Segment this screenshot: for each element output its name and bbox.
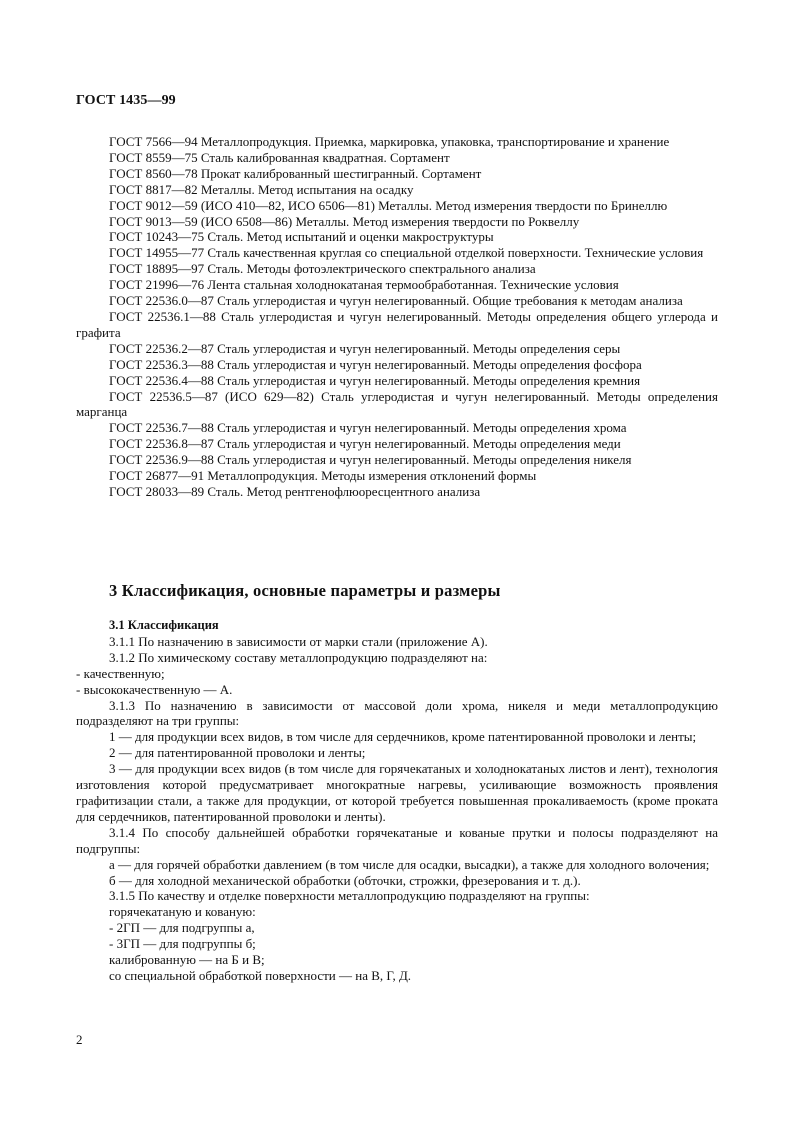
reference-item: ГОСТ 22536.9—88 Сталь углеродистая и чугун нелегированный. Методы определения никеля [109,452,632,468]
section-title: 3 Классификация, основные параметры и размеры [109,581,501,600]
document-header: ГОСТ 1435—99 [76,93,176,108]
list-item: - качественную; [76,665,165,681]
reference-item: ГОСТ 22536.7—88 Сталь углеродистая и чугун нелегированный. Методы определения хрома [109,420,627,436]
reference-item: ГОСТ 9013—59 (ИСО 6508—86) Металлы. Метод измерения твердости по Роквеллу [109,213,580,229]
reference-item: ГОСТ 22536.1—88 Сталь углеродистая и чугун нелегированный. Методы определения общего углерода и графита [76,308,718,340]
list-item: - 3ГП — для подгруппы б; [109,936,256,952]
normative-references-list [76,134,718,500]
subsection-title: 3.1 Классификация [109,618,219,632]
clause-3-1-5: 3.1.5 По качеству и отделке поверхности металлопродукцию подразделяют на группы: [109,888,590,904]
subgroup-b: б — для холодной механической обработки (обточки, строжки, фрезерования и т. д.). [109,872,581,888]
list-item: - высококачественную — А. [76,681,233,697]
group-2: 2 — для патентированной проволоки и ленты; [109,745,366,761]
clause-3-1-3: 3.1.3 По назначению в зависимости от массовой доли хрома, никеля и меди металлопродукцию подразделяют на три группы: [76,697,718,729]
list-item: горячекатаную и кованую: [109,904,256,920]
reference-item: ГОСТ 14955—77 Сталь качественная круглая со специальной отделкой поверхности. Технические условия [109,245,704,261]
reference-item: ГОСТ 7566—94 Металлопродукция. Приемка, маркировка, упаковка, транспортирование и хранение [109,134,670,149]
clause-3-1-1: 3.1.1 По назначению в зависимости от марки стали (приложение А). [109,633,488,649]
list-item: - 2ГП — для подгруппы а, [109,920,255,936]
reference-item: ГОСТ 28033—89 Сталь. Метод рентгенофлюоресцентного анализа [109,483,481,499]
group-3: 3 — для продукции всех видов (в том числе для горячекатаных и холоднокатаных листов и лент), технология изготовления которой предусматривает многократные нагревы, усиливающие возможность проявления графитизации стали, а также для продукции, от которой требуется повышенная прокаливаемость (кроме проката для сердечников, патентированной проволоки и ленты). [76,761,718,824]
reference-item: ГОСТ 8560—78 Прокат калиброванный шестигранный. Сортамент [109,165,482,181]
reference-item: ГОСТ 10243—75 Сталь. Метод испытаний и оценки макроструктуры [109,229,494,245]
reference-item: ГОСТ 22536.8—87 Сталь углеродистая и чугун нелегированный. Методы определения меди [109,436,621,452]
reference-item: ГОСТ 22536.2—87 Сталь углеродистая и чугун нелегированный. Методы определения серы [109,340,621,356]
reference-item: ГОСТ 22536.3—88 Сталь углеродистая и чугун нелегированный. Методы определения фосфора [109,356,642,372]
list-item: калиброванную — на Б и В; [109,952,265,968]
reference-item: ГОСТ 21996—76 Лента стальная холоднокатаная термообработанная. Технические условия [109,277,619,293]
clause-3-1-2: 3.1.2 По химическому составу металлопродукцию подразделяют на: [109,649,488,665]
reference-item: ГОСТ 8817—82 Металлы. Метод испытания на осадку [109,181,414,197]
clause-3-1-4: 3.1.4 По способу дальнейшей обработки горячекатаные и кованые прутки и полосы подразделяют на подгруппы: [76,824,718,856]
reference-item: ГОСТ 22536.5—87 (ИСО 629—82) Сталь углеродистая и чугун нелегированный. Методы определения марганца [76,388,718,420]
group-1: 1 — для продукции всех видов, в том числе для сердечников, кроме патентированной проволоки и ленты; [109,729,697,745]
reference-item: ГОСТ 18895—97 Сталь. Методы фотоэлектрического спектрального анализа [109,261,536,277]
page-number: 2 [76,1032,83,1047]
reference-item: ГОСТ 22536.4—88 Сталь углеродистая и чугун нелегированный. Методы определения кремния [109,372,641,388]
section-body [76,618,718,984]
reference-item: ГОСТ 22536.0—87 Сталь углеродистая и чугун нелегированный. Общие требования к методам анализа [109,293,683,309]
reference-item: ГОСТ 8559—75 Сталь калиброванная квадратная. Сортамент [109,149,450,165]
subgroup-a: а — для горячей обработки давлением (в том числе для осадки, высадки), а также для холодного волочения; [109,856,710,872]
list-item: со специальной обработкой поверхности — на В, Г, Д. [109,967,412,983]
reference-item: ГОСТ 9012—59 (ИСО 410—82, ИСО 6506—81) Металлы. Метод измерения твердости по Бринеллю [109,197,668,213]
reference-item: ГОСТ 26877—91 Металлопродукция. Методы измерения отклонений формы [109,468,537,484]
